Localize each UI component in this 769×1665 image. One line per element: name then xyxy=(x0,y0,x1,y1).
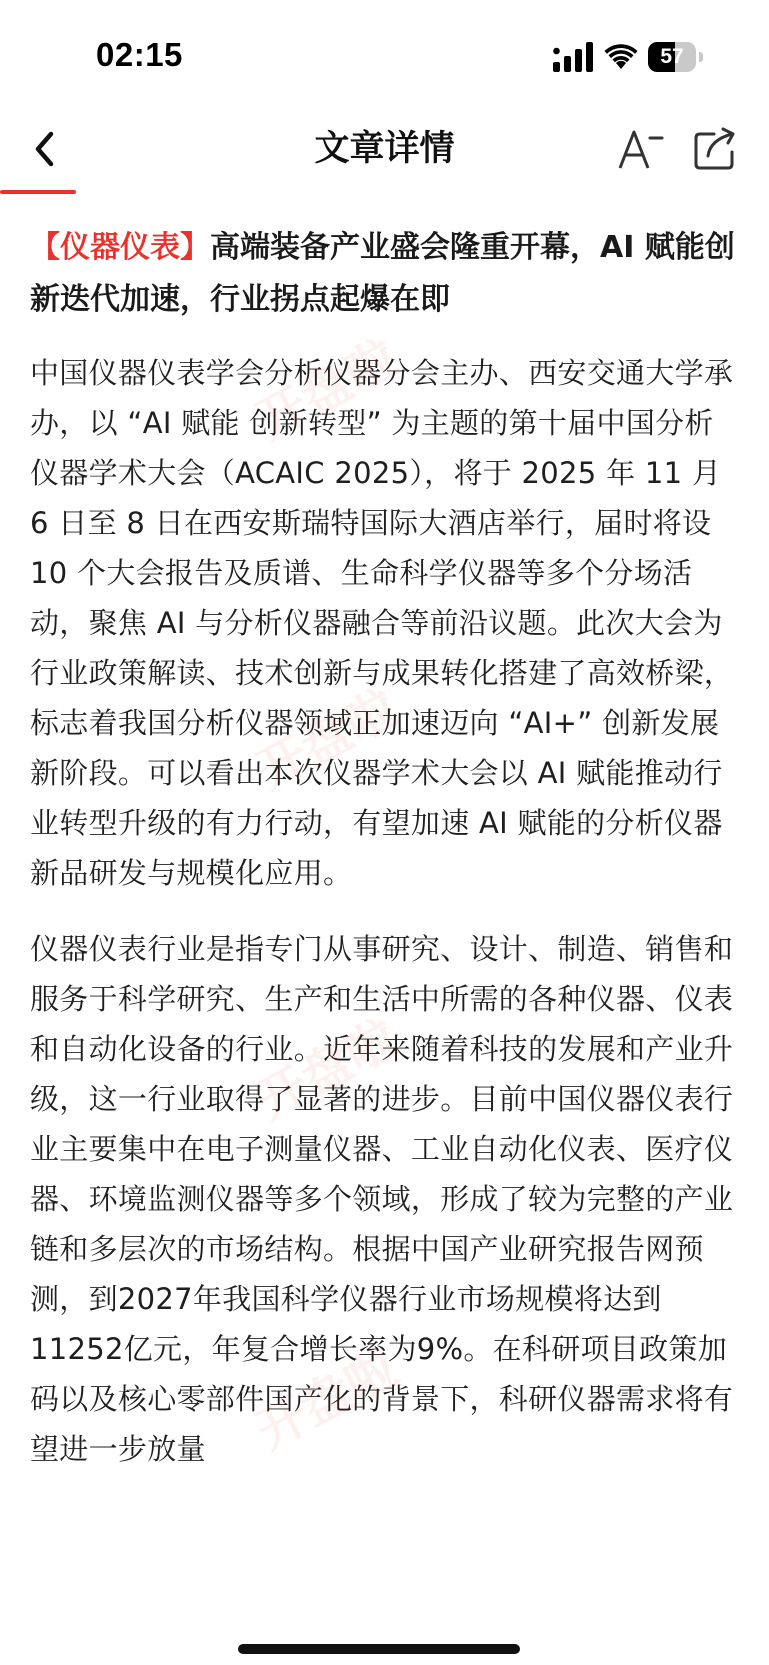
watermark: 开盘啦 xyxy=(247,1008,407,1131)
back-button[interactable] xyxy=(22,124,72,174)
article xyxy=(30,222,740,1474)
article-headline: 高端装备产业盛会隆重开幕，AI 赋能创新迭代加速，行业拐点起爆在即 xyxy=(30,230,735,317)
battery-icon xyxy=(648,42,704,72)
chevron-left-icon xyxy=(22,124,72,174)
font-size-decrease-icon xyxy=(616,124,666,174)
status-time: 02:15 xyxy=(96,36,183,73)
share-icon xyxy=(690,124,740,174)
battery-level: 57 xyxy=(660,45,684,68)
font-size-button[interactable] xyxy=(616,124,666,174)
active-indicator xyxy=(0,190,76,194)
article-paragraph: 仪器仪表行业是指专门从事研究、设计、制造、销售和服务于科学研究、生产和生活中所需的各种仪器、仪表和自动化设备的行业。近年来随着科技的发展和产业升级，这一行业取得了显著的进步。目前中国仪器仪表行业主要集中在电子测量仪器、工业自动化仪表、医疗仪器、环境监测仪器等多个领域，形成了较为完整的产业链和多层次的市场结构。根据中国产业研究报告网预测，到2027年我国科学仪器行业市场规模将达到11252亿元，年复合增长率为9%。在科研项目政策加码以及核心零部件国产化的背景下，科研仪器需求将有望进一步放量 xyxy=(30,932,734,1466)
nav-bar xyxy=(0,110,769,196)
battery-cap xyxy=(699,52,703,62)
battery-body xyxy=(648,42,696,72)
watermark: 开盘啦 xyxy=(247,1338,407,1461)
article-category-tag: 【仪器仪表】 xyxy=(30,230,210,265)
watermark: 开盘啦 xyxy=(247,328,407,451)
article-title xyxy=(30,222,740,326)
share-button[interactable] xyxy=(690,124,740,174)
wifi-icon xyxy=(604,43,638,71)
article-paragraph: 中国仪器仪表学会分析仪器分会主办、西安交通大学承办，以 “AI 赋能 创新转型” 为主题的第十届中国分析仪器学术大会（ACAIC 2025），将于 2025 年 11 月 6 日至 8 日在西安斯瑞特国际大酒店举行，届时将设 10 个大会报告及质谱、生命科学仪器等多个分场活动，聚焦 AI 与分析仪器融合等前沿议题。此次大会为行业政策解读、技术创新与成果转化搭建了高效桥梁，标志着我国分析仪器领域正加速迈向 “AI+” 创新发展新阶段。可以看出本次仪器学术大会以 AI 赋能推动行业转型升级的有力行动，有望加速 AI 赋能的分析仪器新品研发与规模化应用。 xyxy=(30,356,734,890)
home-indicator[interactable] xyxy=(238,1644,520,1654)
status-bar xyxy=(0,0,769,110)
page-title: 文章详情 xyxy=(314,129,455,169)
watermark: 开盘啦 xyxy=(247,678,407,801)
cellular-signal-icon xyxy=(553,42,595,72)
